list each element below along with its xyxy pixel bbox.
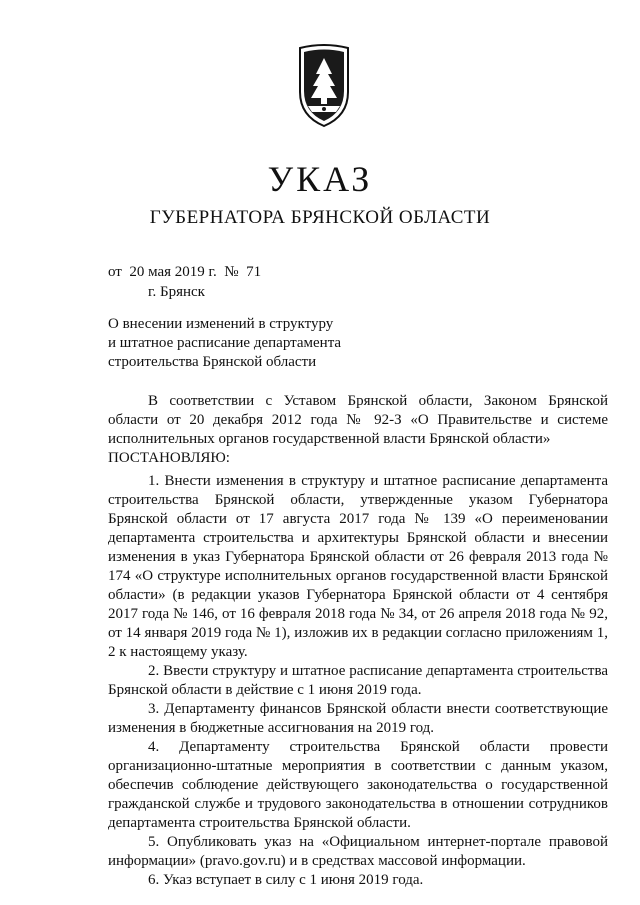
decree-item: 6. Указ вступает в силу с 1 июня 2019 года. (148, 872, 424, 888)
document-issuer: ГУБЕРНАТОРА БРЯНСКОЙ ОБЛАСТИ (149, 207, 491, 228)
decree-item: 5. Опубликовать указ на «Официальном интернет-портале правовой информации» (pravo.gov.ru) и в средствах массовой информации. (108, 834, 608, 869)
decree-item: 4. Департаменту строительства Брянской области провести организационно-штатные мероприятия в соответствии с данным указом, обеспечив соблюдение действующего законодательства о государственной гражданской службе и трудового законодательства в отношении сотрудников департамента строительства Брянской области. (108, 739, 608, 831)
decree-item: 1. Внести изменения в структуру и штатное расписание департамента строительства Брянской области, утвержденные указом Губернатора Брянской области от 17 августа 2017 года № 139 «О переименовании департамента строительства и архитектуры Брянской области и внесении изменения в указ Губернатора Брянской области от 26 февраля 2013 года № 174 «О структуре исполнительных органов государственной власти Брянской области» (в редакции указов Губернатора Брянской области от 4 сентября 2017 года № 146, от 16 февраля 2018 года № 34, от 26 апреля 2018 года № 92, от 14 января 2019 года № 1), изложив их в редакции согласно приложениям 1, 2 к настоящему указу. (108, 473, 608, 660)
decree-item: 2. Ввести структуру и штатное расписание департамента строительства Брянской области в действие с 1 июня 2019 года. (108, 663, 608, 698)
heading-line: О внесении изменений в структуру (108, 316, 334, 332)
preamble-block (108, 392, 608, 468)
document-heading (108, 315, 368, 372)
document-title: УКАЗ (267, 159, 373, 199)
date-and-number: от 20 мая 2019 г. № 71 (108, 264, 262, 280)
coat-of-arms-emblem (294, 44, 354, 130)
city: г. Брянск (148, 284, 205, 300)
decree-item: 3. Департаменту финансов Брянской области внести соответствующие изменения в бюджетные ассигнования на 2019 год. (108, 701, 608, 736)
heading-line: и штатное расписание департамента (108, 335, 342, 351)
preamble-text: В соответствии с Уставом Брянской области, Законом Брянской области от 20 декабря 2012 года № 92-З «О Правительстве и системе исполнительных органов государственной власти Брянской области» (108, 393, 608, 447)
heading-line: строительства Брянской области (108, 354, 317, 370)
decree-word: ПОСТАНОВЛЯЮ: (108, 450, 230, 466)
decree-items (108, 472, 608, 890)
